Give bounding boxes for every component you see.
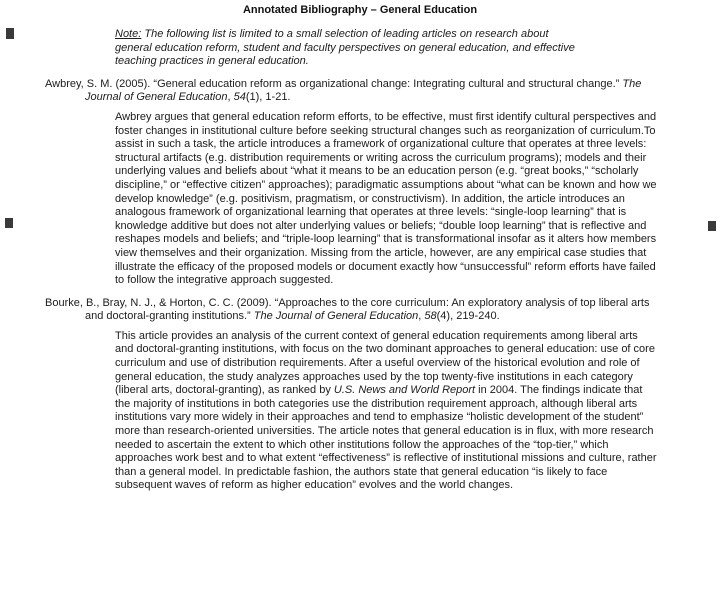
citation-bourke [45,297,658,324]
document-title: Annotated Bibliography – General Education [242,4,478,16]
text-segment: The following list is limited to a small selection of leading articles on research about general education reform, student and faculty perspectives on general education, and effective teaching practices in general education. [115,28,575,68]
text-segment: Awbrey argues that general education reform efforts, to be effective, must first identify cultural perspectives and foster changes in institutional culture before seeking structural changes such as reorganization of curriculum.To assist in such a task, the article introduces a framework of organizational culture that operates at three levels: structural artifacts (e.g. distribution requirements or writing across the curriculum programs); models and their underlying values and beliefs about “what it means to be an education person (e.g. “great books,” “scholarly discipline,” or “effective citizen” approaches); paradigmatic assumptions about “what can be known and how we develop knowledge” (e.g. positivism, pragmatism, or constructivism). In addition, the article introduces an analogous framework of organizational learning that operates at three levels: “single-loop learning” that is knowledge additive but does not alter underlying values or beliefs; “double loop learning” that is reflective and reshapes models and beliefs; and “triple-loop learning” that is transformational insofar as it alters how members view themselves and their organization. Missing from the article, however, are any empirical case studies that illustrate the efficacy of the proposed models or document exactly how “unsuccessful” reform efforts have failed to follow the integrative approach suggested. [115,110,657,287]
text-segment: The Journal of General Education [85,77,642,104]
text-segment: in 2004. The findings indicate that the majority of institutions in both categories use the distribution requirement approach, although liberal arts institutions vary more widely in their approaches and tend to emphasize “holistic development of the student” more than research-oriented universities. The article notes that general education is in flux, with more research needed to ascertain the extent to which other institutions follow the approaches of the “top-tier,” which approaches work best and to what extent “effectiveness” is reflective of institutional missions and culture, rather than a general model. In predictable fashion, the authors state that general education “is likely to face subsequent waves of reform as higher education” evolves and the world changes. [115,384,657,492]
text-segment: 54 [233,91,246,104]
note-paragraph [115,28,575,69]
margin-artifact-mark [5,218,13,228]
text-segment: (1), 1-21. [245,91,291,104]
text-segment: Awbrey, S. M. (2005). “General education reform as organizational change: Integrating cultural and structural change.” [45,77,623,90]
annotation-awbrey [115,111,658,288]
text-segment: This article provides an analysis of the current context of general education requirements among liberal arts and doctoral-granting institutions, with focus on the two dominant approaches to general education: use of core curriculum and use of distribution requirements. After a useful overview of the historical evolution and role of general education, the study analyzes approaches used by the top twenty-five institutions in each category (liberal arts, doctoral-granting), as ranked by [115,329,655,397]
annotation-bourke [115,330,658,493]
text-segment: , [227,91,234,104]
text-segment: Note: [115,28,142,40]
text-segment: U.S. News and World Report [333,384,476,397]
citation-awbrey [45,78,658,105]
text-segment: (4), 219-240. [436,310,500,323]
text-segment: Bourke, B., Bray, N. J., & Horton, C. C. (2009). “Approaches to the core curriculum: An exploratory analysis of top liberal arts and doctoral-granting institutions.” [45,296,650,323]
text-segment: 58 [424,310,437,323]
text-segment: , [418,310,425,323]
text-segment: The Journal of General Education [253,310,419,323]
margin-artifact-mark [6,28,14,39]
margin-artifact-mark [708,221,716,231]
